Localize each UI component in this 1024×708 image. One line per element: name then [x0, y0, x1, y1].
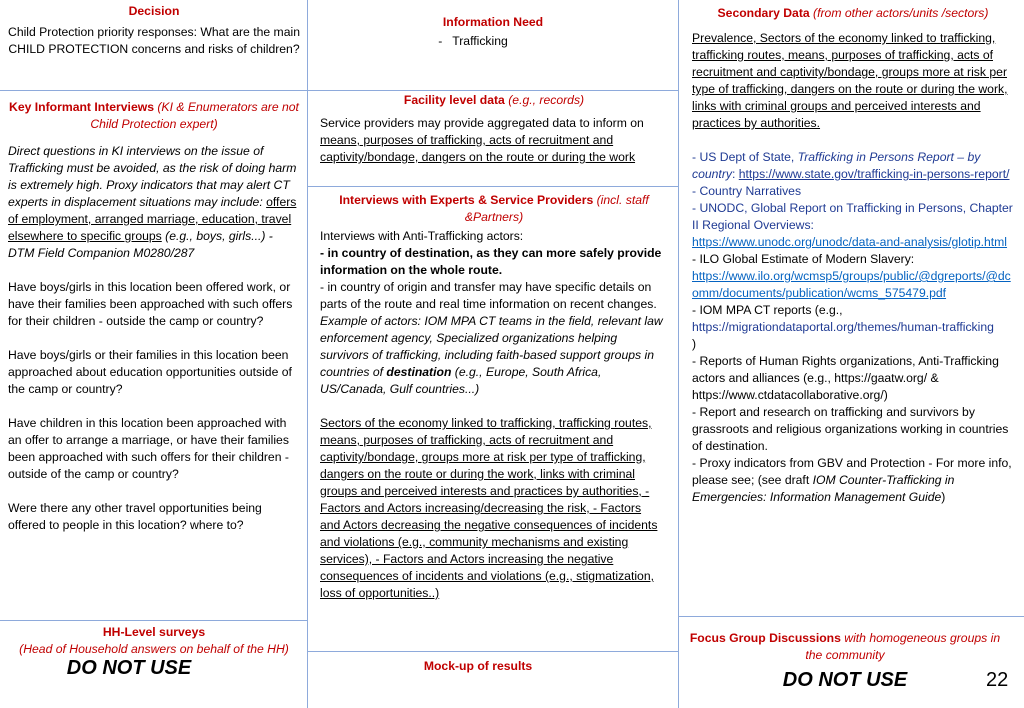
decision-section — [4, 3, 304, 89]
experts-title: Interviews with Experts & Service Providers — [339, 193, 594, 207]
hh-section — [4, 624, 304, 708]
facility-section — [314, 92, 674, 184]
secondary-hr-text: - Reports of Human Rights organizations, Anti-Trafficking actors and alliances (e.g., https://gaatw.org/ & https://www.ctdatacollaborative.org/) — [692, 354, 999, 402]
mockup-section — [310, 658, 676, 698]
experts-line-5: Sectors of the economy linked to trafficking, trafficking routes, means, purposes of trafficking, acts of recruitment and captivity/bondage, groups more at risk per type of trafficking, dangers on the route or during the work, links with criminal groups and perceived interests and practices by authorities, - Factors and Actors increasing/decreasing the risk, - Factors and Actors decreasing the negative consequences of incidents and violations (e.g., community mechanisms and existing services), - Factors and Actors increasing the negative consequences of incidents and violations (e.g., stigmatization, loss of opportunities..) — [320, 416, 658, 600]
hh-title: HH-Level surveys — [102, 625, 206, 639]
page-number: 22 — [986, 669, 1009, 691]
experts-header — [314, 192, 674, 226]
kii-p1-underline: offers of employment, arranged marriage, education, travel elsewhere to specific groups — [8, 195, 297, 243]
secondary-ilo-link[interactable]: https://www.ilo.org/wcmsp5/groups/public/@dgreports/@dcomm/documents/publication/wcms_575479.pdf — [692, 269, 1011, 300]
info-need-section — [310, 14, 676, 88]
info-need-item-label: Trafficking — [452, 34, 508, 48]
info-need-item — [310, 33, 676, 50]
secondary-proxy-text: - Proxy indicators from GBV and Protection - For more info, please see; (see draft — [692, 456, 1012, 487]
divider-facility — [307, 186, 678, 187]
secondary-ilo-text: - ILO Global Estimate of Modern Slavery: — [692, 252, 915, 266]
kii-p1-post: (e.g., boys, girls...) - DTM Field Companion M0280/287 — [8, 229, 273, 260]
fgd-warning: DO NOT USE — [782, 669, 908, 691]
secondary-unodc-link[interactable]: https://www.unodc.org/unodc/data-and-analysis/glotip.html — [692, 235, 1008, 249]
experts-l4-pre: Example of actors: IOM MPA CT teams in the field, relevant law enforcement agency, Specialized organizations helping survivors of trafficking, including faith-based support groups in countries of — [320, 314, 663, 379]
kii-question-3: Have children in this location been approached with an offer to arrange a marriage, or have their families been approached with such offers for their children - outside of the camp or country? — [8, 416, 289, 481]
divider-right — [678, 0, 679, 708]
kii-section — [4, 99, 304, 619]
divider-info-need — [307, 90, 678, 91]
fgd-title: Focus Group Discussions — [689, 631, 841, 645]
kii-p1-pre: Direct questions in KI interviews on the issue of Trafficking must be avoided, as the risk of doing harm is extremely high. Proxy indicators that may alert CT experts in displacement situations may include: — [8, 144, 297, 209]
secondary-proxy — [692, 455, 1016, 506]
secondary-header — [684, 5, 1022, 22]
secondary-us-prefix: - US Dept of State, — [692, 150, 798, 164]
kii-title: Key Informant Interviews — [9, 100, 154, 114]
secondary-iom-close: ) — [692, 337, 697, 351]
divider-decision — [0, 90, 307, 91]
decision-title: Decision — [128, 4, 180, 18]
experts-line-2: - in country of destination, as they can more safely provide information on the whole route. — [320, 246, 662, 277]
info-need-bullet: - — [438, 34, 443, 48]
hh-warning: DO NOT USE — [66, 657, 192, 679]
facility-header — [314, 92, 674, 109]
experts-line-4 — [320, 313, 664, 398]
facility-text-underline: means, purposes of trafficking, acts of recruitment and captivity/bondage, dangers on the route or during the work — [320, 133, 636, 164]
fgd-title-note: with homogeneous groups in the community — [805, 631, 1001, 662]
secondary-us-ref — [692, 149, 1016, 200]
experts-section — [314, 192, 674, 650]
experts-title-note: (incl. staff &Partners) — [464, 193, 649, 224]
secondary-us-colon: : — [731, 167, 736, 181]
secondary-title-note: (from other actors/units /sectors) — [813, 6, 989, 20]
fgd-section — [682, 630, 1008, 708]
secondary-section — [684, 5, 1022, 615]
facility-title-note: (e.g., records) — [508, 93, 585, 107]
hh-note: (Head of Household answers on behalf of the HH) — [19, 642, 289, 656]
secondary-iom-text: - IOM MPA CT reports (e.g., — [692, 303, 843, 317]
facility-text-pre: Service providers may provide aggregated data to inform on — [320, 116, 644, 130]
kii-paragraph-1 — [8, 143, 298, 262]
secondary-proxy-close: ) — [941, 490, 946, 504]
kii-question-1: Have boys/girls in this location been offered work, or have their families been approached with such offers for their children - outside the camp or country? — [8, 280, 293, 328]
kii-title-note: (KI & Enumerators are not Child Protection expert) — [90, 100, 299, 131]
divider-secondary — [678, 616, 1024, 617]
mockup-title: Mock-up of results — [423, 659, 533, 673]
secondary-us-report: Trafficking in Persons Report – by country — [692, 150, 981, 181]
secondary-us-link[interactable]: https://www.state.gov/trafficking-in-persons-report/ — [738, 167, 1010, 181]
experts-line-1: Interviews with Anti-Trafficking actors: — [320, 229, 524, 243]
kii-question-2: Have boys/girls or their families in this location been approached about education opportunities outside of the camp or country? — [8, 348, 292, 396]
experts-line-3: - in country of origin and transfer may have specific details on parts of the route and real time information on recent changes. — [320, 280, 657, 311]
divider-experts — [307, 651, 678, 652]
secondary-proxy-italic: IOM Counter-Trafficking in Emergencies: Information Management Guide — [692, 473, 955, 504]
facility-title: Facility level data — [403, 93, 505, 107]
fgd-header — [682, 630, 1008, 664]
divider-kii — [0, 620, 307, 621]
secondary-title: Secondary Data — [717, 6, 810, 20]
experts-l4-bold: destination — [386, 365, 452, 379]
kii-question-4: Were there any other travel opportunities being offered to people in this location? where to? — [8, 501, 262, 532]
secondary-unodc-text: - UNODC, Global Report on Trafficking in Persons, Chapter II Regional Overviews: — [692, 201, 1013, 232]
secondary-intro: Prevalence, Sectors of the economy linked to trafficking, trafficking routes, means, purposes of trafficking, acts of recruitment and captivity/bondage, groups more at risk per type of trafficking, dangers on the route or during the work, links with criminal groups and perceived interests and practices by authorities. — [692, 31, 1008, 130]
facility-text — [314, 115, 674, 166]
info-need-title: Information Need — [442, 15, 544, 29]
secondary-research-text: - Report and research on trafficking and survivors by grassroots and religious organizations working in countries of destination. — [692, 405, 1009, 453]
secondary-iom-link[interactable]: https://migrationdataportal.org/themes/human-trafficking — [692, 320, 994, 334]
experts-l4-post: (e.g., Europe, South Africa, US/Canada, Gulf countries...) — [320, 365, 602, 396]
decision-text: Child Protection priority responses: What are the main CHILD PROTECTION concerns and risks of children? — [8, 25, 300, 56]
divider-left — [307, 0, 308, 708]
kii-header — [4, 99, 304, 133]
secondary-us-suffix: - Country Narratives — [692, 184, 802, 198]
